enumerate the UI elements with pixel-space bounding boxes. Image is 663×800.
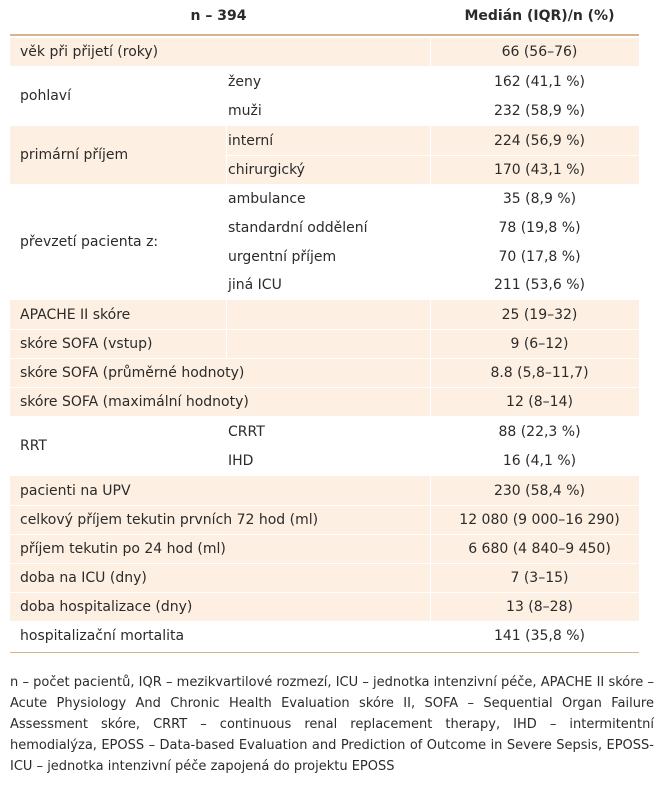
row-value: 16 (4,1 %) [502,452,577,469]
row-label: hospitalizační mortalita [20,628,185,644]
header-median: Medián (IQR)/n (%) [464,8,615,24]
row-label: příjem tekutin po 24 hod (ml) [20,540,226,557]
row-value: 13 (8–28) [506,598,573,615]
row-label: celkový příjem tekutin prvních 72 hod (ml) [20,511,319,528]
row-value: 170 (43,1 %) [493,161,586,178]
row-value: 35 (8,9 %) [502,191,577,207]
row-label: APACHE II skóre [20,306,131,323]
table-header [10,0,639,36]
row-label: doba na ICU (dny) [20,569,147,586]
row-sub: interní [228,132,274,149]
row-value: 224 (56,9 %) [493,132,586,149]
row-value: 9 (6–12) [510,335,569,352]
row-label: RRT [20,438,47,454]
row-value: 66 (56–76) [501,44,578,60]
row-value: 8.8 (5,8–11,7) [490,364,589,381]
row-value: 78 (19,8 %) [498,219,581,236]
row-value: 25 (19–32) [501,306,578,323]
row-label: skóre SOFA (vstup) [20,335,153,352]
table-bottom-rule [10,652,639,653]
table-footnote: n – počet pacientů, IQR – mezikvartilové rozmezí, ICU – jednotka intenzivní péče, APACHE II skóre – Acute Physiology And Chronic Health Evaluation skóre II, SOFA – Sequential Organ Failure Assessment skóre, CRRT – continuous renal replacement therapy, IHD – intermitentní hemodialýza, EPOSS – Data-based Evaluation and Prediction of Outcome in Severe Sepsis, EPOSS-ICU – jednotka intenzivní péče zapojená do projektu EPOSS [10,675,654,774]
row-label: pacienti na UPV [20,482,131,499]
row-value: 162 (41,1 %) [493,73,586,90]
row-value: 6 680 (4 840–9 450) [468,540,611,557]
row-value: 230 (58,4 %) [493,482,586,499]
row-label: věk při přijetí (roky) [20,44,159,60]
row-sub: IHD [228,452,254,469]
row-label: převzetí pacienta z: [20,234,159,250]
row-value: 232 (58,9 %) [493,102,586,119]
row-value: 88 (22,3 %) [498,423,581,440]
row-sub: jiná ICU [228,277,282,293]
row-label: pohlaví [20,88,71,104]
table-row [10,417,639,475]
table-row [10,622,639,650]
row-label: skóre SOFA (maximální hodnoty) [20,393,249,410]
row-value: 211 (53,6 %) [493,277,586,293]
header-n: n – 394 [190,8,247,24]
row-sub: CRRT [228,423,265,440]
row-sub: ženy [228,73,262,90]
table-row [10,38,639,66]
row-label: primární příjem [20,147,129,163]
table-row [10,185,639,299]
row-value: 141 (35,8 %) [493,628,586,644]
row-sub: chirurgický [228,161,305,178]
row-sub: muži [228,102,262,119]
row-sub: ambulance [228,191,306,207]
row-sub: urgentní příjem [228,248,337,265]
table-row [10,67,639,125]
row-label: skóre SOFA (průměrné hodnoty) [20,364,245,381]
row-sub: standardní oddělení [228,219,368,236]
outcomes-block [10,476,639,621]
scores-block [10,300,639,416]
row-value: 70 (17,8 %) [498,248,581,265]
row-value: 7 (3–15) [510,569,569,586]
row-label: doba hospitalizace (dny) [20,598,193,615]
row-value: 12 080 (9 000–16 290) [459,511,620,528]
row-value: 12 (8–14) [506,393,573,410]
table-row [10,126,639,184]
